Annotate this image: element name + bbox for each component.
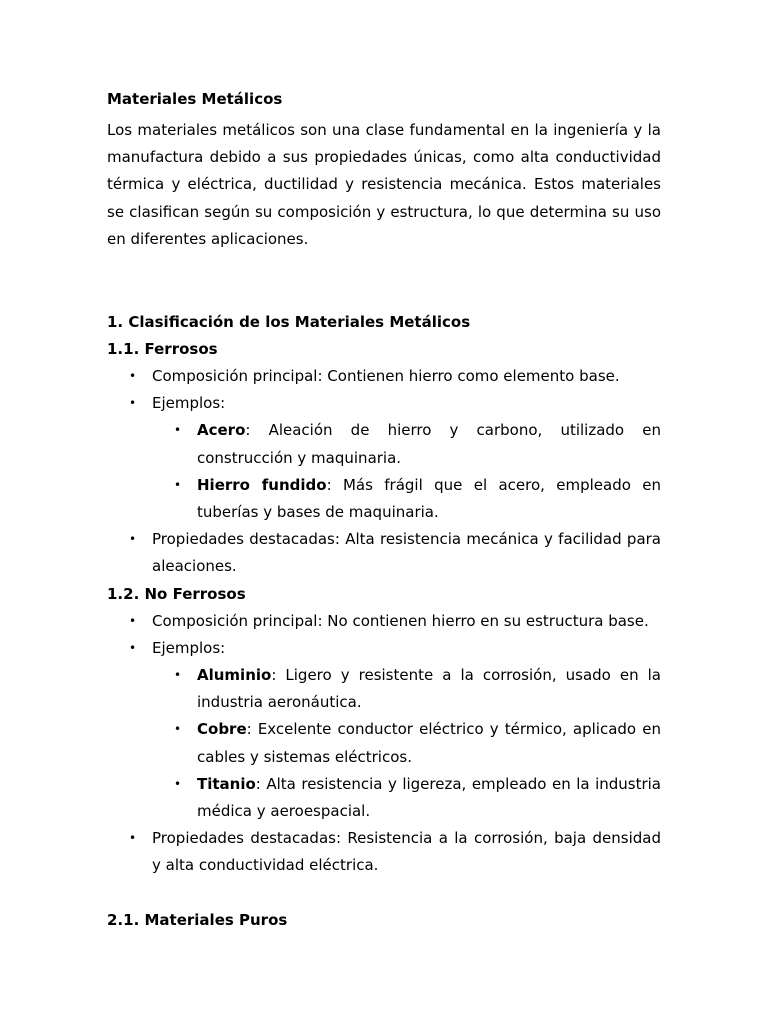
document-body [107,86,661,934]
subsection-heading-no-ferrosos: 1.2. No Ferrosos [107,584,246,603]
example-term: Titanio [197,774,256,793]
list-item [107,635,661,825]
list-item [152,716,661,770]
list-item [152,771,661,825]
example-desc: : Excelente conductor eléctrico y térmico, aplicado en cables y sistemas eléctricos. [197,720,661,766]
example-desc: : Ligero y resistente a la corrosión, usado en la industria aeronáutica. [197,666,661,712]
no-ferrosos-list [107,608,661,880]
example-term: Hierro fundido [197,475,327,494]
example-term: Acero [197,421,246,440]
subsection-heading-materiales-puros: 2.1. Materiales Puros [107,910,288,929]
list-item: • Propiedades destacadas: Alta resistencia mecánica y facilidad para aleaciones. [107,526,661,580]
document-title: Materiales Metálicos [107,90,283,108]
section-heading-clasificacion: 1. Clasificación de los Materiales Metálicos [107,313,471,332]
example-term: Aluminio [197,666,272,685]
example-desc: : Más frágil que el acero, empleado en tuberías y bases de maquinaria. [197,475,661,522]
examples-label: Ejemplos: [152,394,226,413]
examples-label: Ejemplos: [152,638,226,657]
list-item: • Composición principal: Contienen hierro como elemento base. [107,363,661,390]
ferrosos-list [107,363,661,581]
list-item [152,472,661,526]
example-term: Cobre [197,720,247,739]
ferrosos-examples-list [152,417,661,526]
example-desc: : Alta resistencia y ligereza, empleado en la industria médica y aeroespacial. [197,774,661,821]
list-item: • Composición principal: No contienen hierro en su estructura base. [107,608,661,635]
list-item [107,390,661,526]
no-ferrosos-examples-list [152,662,661,825]
example-desc: : Aleación de hierro y carbono, utilizado en construcción y maquinaria. [197,421,661,467]
list-item: • Propiedades destacadas: Resistencia a la corrosión, baja densidad y alta conductividad eléctrica. [107,825,661,879]
intro-paragraph: Los materiales metálicos son una clase fundamental en la ingeniería y la manufactura debido a sus propiedades únicas, como alta conductividad térmica y eléctrica, ductilidad y resistencia mecánica. Estos materiales se clasifican según su composición y estructura, lo que determina su uso en diferentes aplicaciones. [107,121,661,248]
list-item [152,662,661,716]
subsection-heading-ferrosos: 1.1. Ferrosos [107,340,218,359]
list-item [152,417,661,471]
